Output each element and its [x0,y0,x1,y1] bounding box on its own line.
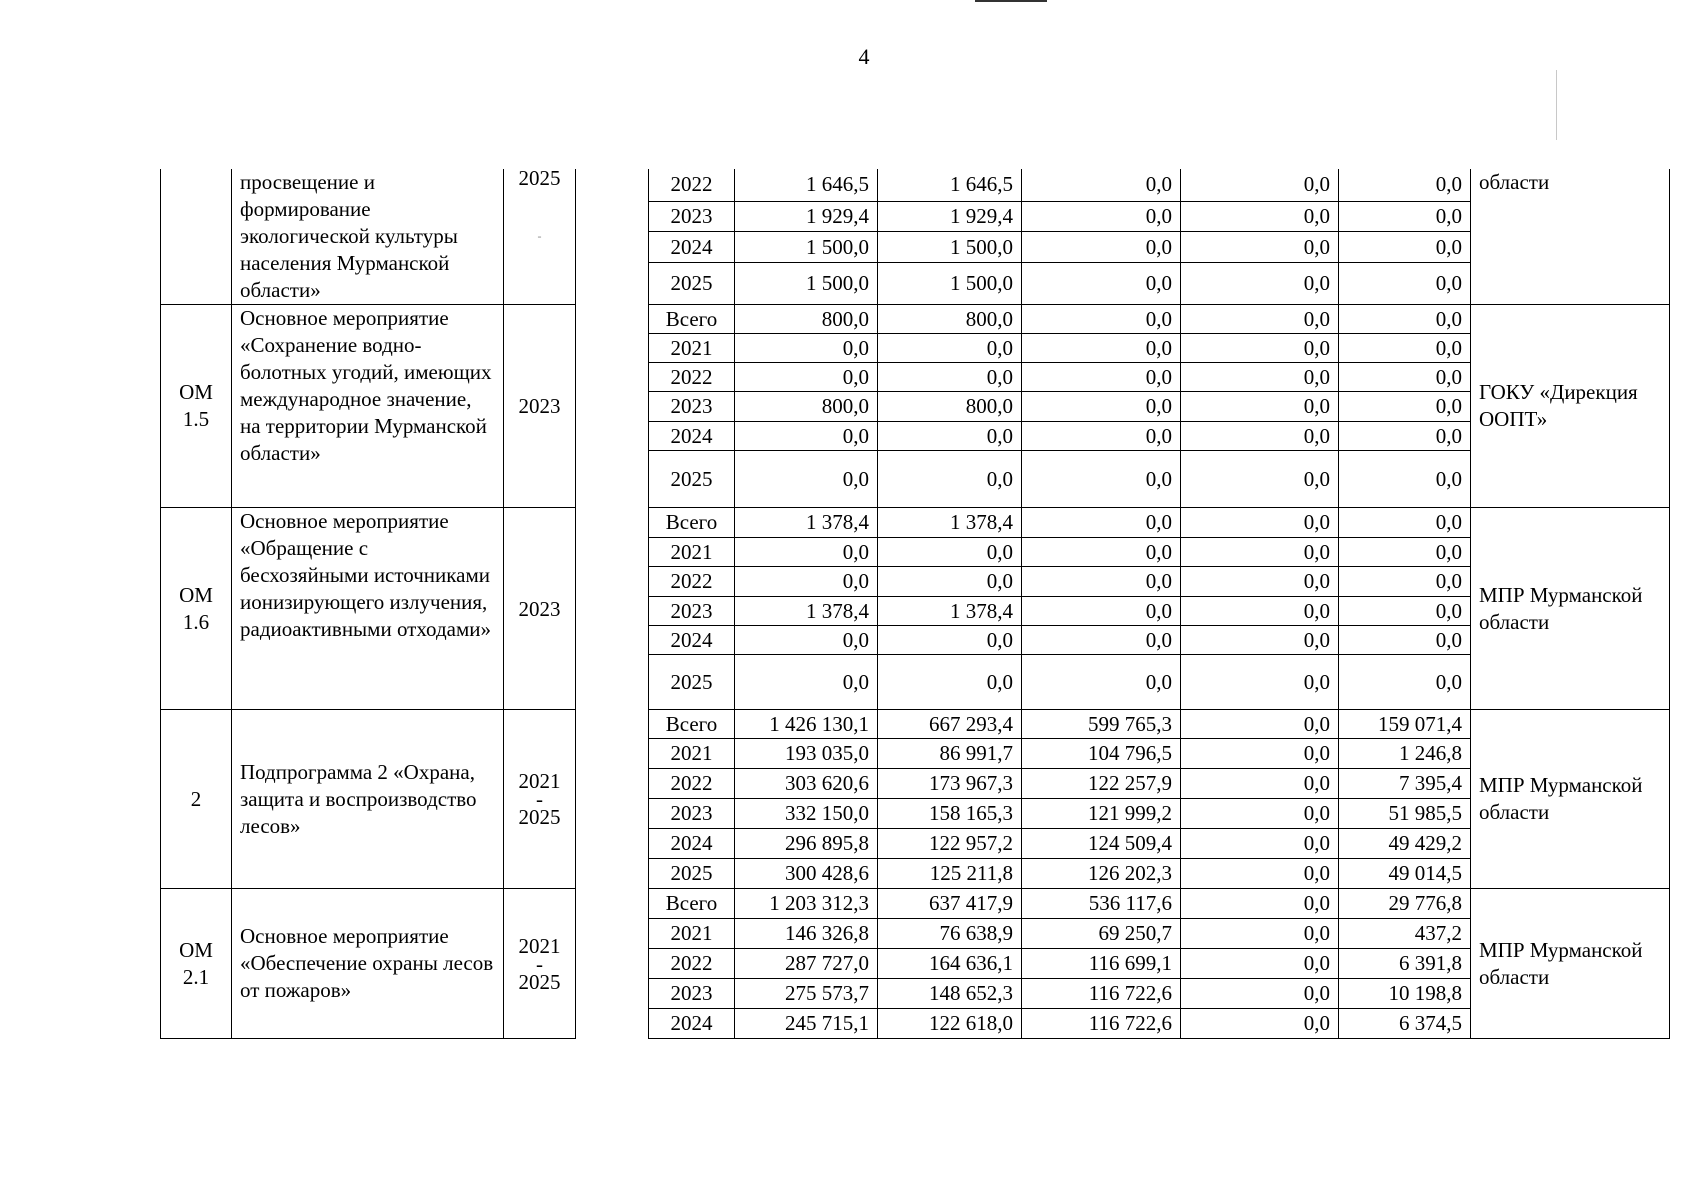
amount-other-sources: 0,0 [1339,655,1471,710]
year-cell: 2022 [649,169,735,201]
amount-total: 0,0 [735,451,878,508]
section-executor: области [1471,169,1670,305]
amount-local-budget: 0,0 [1181,263,1339,305]
amount-local-budget: 0,0 [1181,739,1339,769]
amount-regional-budget: 0,0 [878,567,1022,597]
amount-federal-budget: 0,0 [1022,305,1181,334]
amount-federal-budget: 126 202,3 [1022,859,1181,889]
amount-other-sources: 0,0 [1339,201,1471,232]
amount-regional-budget: 164 636,1 [878,949,1022,979]
amount-local-budget: 0,0 [1181,626,1339,655]
section-name: Подпрограмма 2 «Охрана, защита и воспроизводство лесов» [232,710,504,889]
year-cell: 2024 [649,422,735,451]
year-cell: 2024 [649,626,735,655]
year-cell: Всего [649,710,735,739]
section-executor: МПР Мурманской области [1471,889,1670,1039]
amount-other-sources: 437,2 [1339,919,1471,949]
amount-federal-budget: 0,0 [1022,567,1181,597]
section-code: 2 [161,710,232,889]
amount-federal-budget: 0,0 [1022,597,1181,626]
term-dash: - [537,229,542,243]
year-cell: 2025 [649,451,735,508]
table-row [161,710,1670,739]
budget-table [160,166,1670,1039]
amount-local-budget: 0,0 [1181,392,1339,422]
amount-regional-budget: 0,0 [878,451,1022,508]
year-cell: 2022 [649,769,735,799]
amount-other-sources: 0,0 [1339,597,1471,626]
amount-other-sources: 49 014,5 [1339,859,1471,889]
section-code: ОМ 2.1 [161,889,232,1039]
amount-local-budget: 0,0 [1181,334,1339,363]
amount-local-budget: 0,0 [1181,363,1339,392]
amount-federal-budget: 0,0 [1022,422,1181,451]
amount-federal-budget: 0,0 [1022,392,1181,422]
amount-regional-budget: 1 646,5 [878,169,1022,201]
amount-regional-budget: 800,0 [878,392,1022,422]
amount-regional-budget: 122 957,2 [878,829,1022,859]
table-row [161,169,1670,201]
amount-total: 303 620,6 [735,769,878,799]
year-cell: 2022 [649,567,735,597]
amount-other-sources: 7 395,4 [1339,769,1471,799]
amount-total: 1 203 312,3 [735,889,878,919]
amount-other-sources: 10 198,8 [1339,979,1471,1009]
term-dash: - [536,951,543,976]
amount-total: 193 035,0 [735,739,878,769]
amount-other-sources: 6 391,8 [1339,949,1471,979]
year-cell: 2025 [649,655,735,710]
year-cell: 2022 [649,363,735,392]
table-row [161,889,1670,919]
amount-local-budget: 0,0 [1181,769,1339,799]
page-number: 4 [858,44,870,69]
year-cell: 2025 [649,859,735,889]
amount-regional-budget: 76 638,9 [878,919,1022,949]
amount-total: 1 646,5 [735,169,878,201]
amount-other-sources: 1 246,8 [1339,739,1471,769]
section-code: ОМ 1.6 [161,508,232,710]
amount-local-budget: 0,0 [1181,710,1339,739]
amount-regional-budget: 667 293,4 [878,710,1022,739]
term-start: 2021 [518,769,561,793]
amount-other-sources: 0,0 [1339,538,1471,567]
amount-federal-budget: 121 999,2 [1022,799,1181,829]
amount-regional-budget: 1 378,4 [878,508,1022,538]
amount-local-budget: 0,0 [1181,1009,1339,1039]
amount-other-sources: 0,0 [1339,392,1471,422]
year-cell: 2024 [649,829,735,859]
table-row [161,508,1670,538]
amount-local-budget: 0,0 [1181,422,1339,451]
year-cell: 2023 [649,201,735,232]
amount-total: 1 500,0 [735,263,878,305]
amount-local-budget: 0,0 [1181,169,1339,201]
section-name: Основное мероприятие «Сохранение водно-болотных угодий, имеющих международное значение, на территории Мурманской области» [232,305,504,508]
section-executor: ГОКУ «Дирекция ООПТ» [1471,305,1670,508]
year-cell: Всего [649,305,735,334]
term-start: 2021 [518,933,561,958]
column-gap [576,305,649,508]
amount-other-sources: 0,0 [1339,305,1471,334]
amount-federal-budget: 104 796,5 [1022,739,1181,769]
year-cell: 2024 [649,1009,735,1039]
section-name: Основное мероприятие «Обращение с бесхозяйными источниками ионизирующего излучения, радиоактивными отходами» [232,508,504,710]
amount-federal-budget: 69 250,7 [1022,919,1181,949]
section-term [504,710,576,889]
amount-regional-budget: 148 652,3 [878,979,1022,1009]
amount-local-budget: 0,0 [1181,889,1339,919]
amount-regional-budget: 0,0 [878,538,1022,567]
amount-federal-budget: 0,0 [1022,232,1181,263]
amount-total: 0,0 [735,567,878,597]
amount-federal-budget: 124 509,4 [1022,829,1181,859]
amount-federal-budget: 0,0 [1022,334,1181,363]
section-executor: МПР Мурманской области [1471,508,1670,710]
amount-total: 1 426 130,1 [735,710,878,739]
year-cell: 2021 [649,538,735,567]
amount-federal-budget: 116 722,6 [1022,979,1181,1009]
amount-regional-budget: 0,0 [878,422,1022,451]
amount-local-budget: 0,0 [1181,859,1339,889]
amount-local-budget: 0,0 [1181,567,1339,597]
amount-federal-budget: 116 699,1 [1022,949,1181,979]
amount-other-sources: 29 776,8 [1339,889,1471,919]
amount-regional-budget: 1 929,4 [878,201,1022,232]
year-cell: 2023 [649,799,735,829]
amount-federal-budget: 0,0 [1022,508,1181,538]
amount-total: 800,0 [735,305,878,334]
term-year: 2025 [518,166,561,190]
term-year: 2023 [518,394,561,418]
amount-federal-budget: 0,0 [1022,626,1181,655]
year-cell: 2024 [649,232,735,263]
amount-total: 0,0 [735,363,878,392]
amount-other-sources: 0,0 [1339,232,1471,263]
amount-regional-budget: 158 165,3 [878,799,1022,829]
year-cell: Всего [649,508,735,538]
amount-local-budget: 0,0 [1181,655,1339,710]
amount-federal-budget: 0,0 [1022,263,1181,305]
column-gap [576,169,649,305]
amount-total: 0,0 [735,334,878,363]
amount-federal-budget: 0,0 [1022,655,1181,710]
section-executor: МПР Мурманской области [1471,710,1670,889]
section-name: просвещение и формирование экологической культуры населения Мурманской области» [232,169,504,305]
amount-other-sources: 51 985,5 [1339,799,1471,829]
amount-regional-budget: 122 618,0 [878,1009,1022,1039]
amount-other-sources: 49 429,2 [1339,829,1471,859]
amount-regional-budget: 0,0 [878,626,1022,655]
amount-regional-budget: 1 500,0 [878,263,1022,305]
amount-local-budget: 0,0 [1181,305,1339,334]
amount-local-budget: 0,0 [1181,508,1339,538]
column-gap [576,889,649,1039]
year-cell: 2023 [649,979,735,1009]
amount-total: 332 150,0 [735,799,878,829]
amount-regional-budget: 800,0 [878,305,1022,334]
amount-total: 0,0 [735,626,878,655]
amount-federal-budget: 122 257,9 [1022,769,1181,799]
amount-total: 146 326,8 [735,919,878,949]
table-row [161,305,1670,334]
amount-total: 0,0 [735,655,878,710]
term-year: 2023 [518,596,561,621]
amount-federal-budget: 0,0 [1022,363,1181,392]
amount-federal-budget: 0,0 [1022,201,1181,232]
amount-local-budget: 0,0 [1181,597,1339,626]
amount-other-sources: 0,0 [1339,567,1471,597]
year-cell: Всего [649,889,735,919]
term-end: 2025 [518,805,561,829]
amount-total: 1 929,4 [735,201,878,232]
column-gap [576,710,649,889]
amount-total: 0,0 [735,422,878,451]
amount-regional-budget: 0,0 [878,363,1022,392]
amount-regional-budget: 1 500,0 [878,232,1022,263]
year-cell: 2021 [649,739,735,769]
section-term [504,508,576,710]
amount-total: 800,0 [735,392,878,422]
amount-other-sources: 0,0 [1339,169,1471,201]
section-term [504,305,576,508]
amount-local-budget: 0,0 [1181,232,1339,263]
amount-total: 1 378,4 [735,597,878,626]
amount-total: 0,0 [735,538,878,567]
amount-local-budget: 0,0 [1181,451,1339,508]
amount-other-sources: 0,0 [1339,422,1471,451]
amount-local-budget: 0,0 [1181,919,1339,949]
amount-local-budget: 0,0 [1181,538,1339,567]
amount-other-sources: 0,0 [1339,508,1471,538]
amount-total: 1 378,4 [735,508,878,538]
amount-federal-budget: 536 117,6 [1022,889,1181,919]
amount-local-budget: 0,0 [1181,949,1339,979]
amount-regional-budget: 173 967,3 [878,769,1022,799]
amount-total: 245 715,1 [735,1009,878,1039]
amount-total: 300 428,6 [735,859,878,889]
amount-local-budget: 0,0 [1181,829,1339,859]
amount-total: 275 573,7 [735,979,878,1009]
amount-other-sources: 0,0 [1339,263,1471,305]
amount-total: 287 727,0 [735,949,878,979]
term-end: 2025 [518,969,561,994]
amount-local-budget: 0,0 [1181,201,1339,232]
section-term [504,889,576,1039]
amount-federal-budget: 116 722,6 [1022,1009,1181,1039]
amount-other-sources: 0,0 [1339,451,1471,508]
amount-regional-budget: 637 417,9 [878,889,1022,919]
amount-other-sources: 6 374,5 [1339,1009,1471,1039]
scan-mark [1556,70,1557,140]
year-cell: 2025 [649,263,735,305]
year-cell: 2023 [649,597,735,626]
amount-local-budget: 0,0 [1181,799,1339,829]
amount-local-budget: 0,0 [1181,979,1339,1009]
amount-other-sources: 0,0 [1339,334,1471,363]
amount-total: 1 500,0 [735,232,878,263]
amount-regional-budget: 0,0 [878,655,1022,710]
amount-federal-budget: 599 765,3 [1022,710,1181,739]
amount-other-sources: 159 071,4 [1339,710,1471,739]
term-dash: - [536,787,543,811]
column-gap [576,508,649,710]
year-cell: 2023 [649,392,735,422]
budget-table-body [161,166,1670,1039]
amount-total: 296 895,8 [735,829,878,859]
amount-regional-budget: 1 378,4 [878,597,1022,626]
section-name: Основное мероприятие «Обеспечение охраны лесов от пожаров» [232,889,504,1039]
amount-federal-budget: 0,0 [1022,538,1181,567]
amount-regional-budget: 125 211,8 [878,859,1022,889]
amount-other-sources: 0,0 [1339,363,1471,392]
year-cell: 2022 [649,949,735,979]
section-code [161,169,232,305]
amount-federal-budget: 0,0 [1022,169,1181,201]
section-code: ОМ 1.5 [161,305,232,508]
amount-regional-budget: 0,0 [878,334,1022,363]
year-cell: 2021 [649,919,735,949]
amount-other-sources: 0,0 [1339,626,1471,655]
amount-federal-budget: 0,0 [1022,451,1181,508]
scan-top-rule [975,0,1047,2]
year-cell: 2021 [649,334,735,363]
section-term [504,166,576,305]
amount-regional-budget: 86 991,7 [878,739,1022,769]
